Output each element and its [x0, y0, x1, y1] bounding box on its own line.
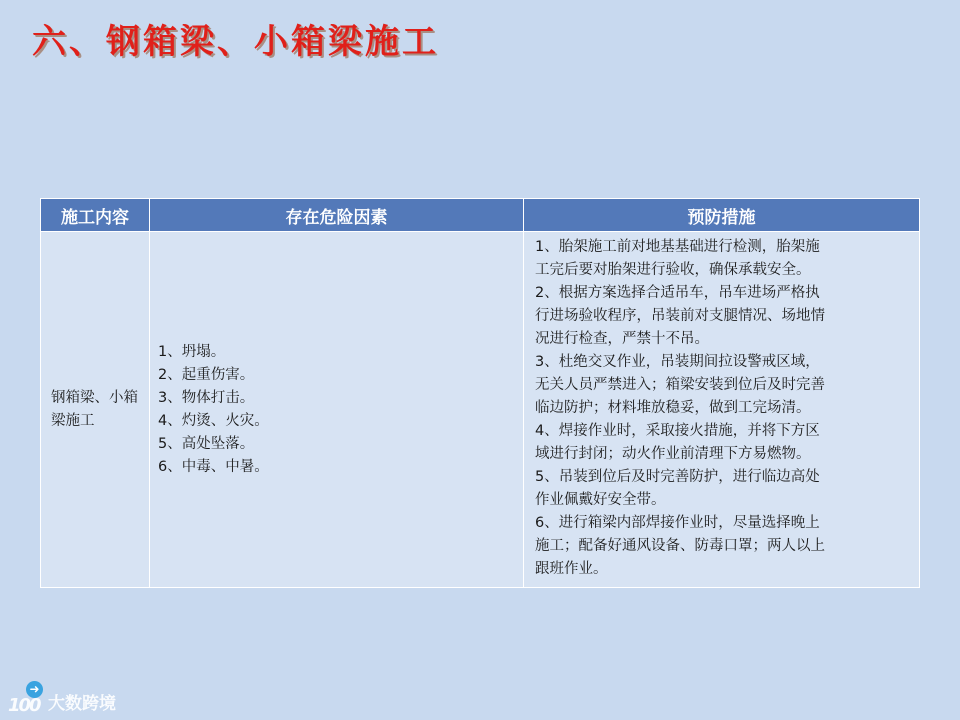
- header-hazard-factors: 存在危险因素: [150, 199, 524, 232]
- hazard-item: 4、灼烫、火灾。: [158, 412, 269, 429]
- hazard-item: 2、起重伤害。: [158, 366, 255, 383]
- watermark-number: 100: [8, 694, 40, 716]
- watermark-text: 大数跨境: [48, 694, 116, 714]
- measure-line: 1、胎架施工前对地基基础进行检测，胎架施: [535, 239, 820, 255]
- hazard-factors-cell: [150, 232, 524, 588]
- measure-line: 域进行封闭；动火作业前清理下方易燃物。: [535, 446, 811, 462]
- measure-line: 3、杜绝交叉作业，吊装期间拉设警戒区域，: [535, 354, 820, 370]
- header-construction-content: 施工内容: [41, 199, 150, 232]
- measure-line: 施工；配备好通风设备、防毒口罩；两人以上: [535, 538, 825, 554]
- hazard-item: 6、中毒、中暑。: [158, 458, 269, 475]
- measure-line: 行进场验收程序，吊装前对支腿情况、场地情: [535, 308, 825, 324]
- watermark: [8, 681, 116, 714]
- construction-content-cell: 钢箱梁、小箱梁施工: [41, 232, 150, 588]
- preventive-measures-cell: [524, 232, 920, 588]
- hazard-item: 3、物体打击。: [158, 389, 255, 406]
- hazard-table-container: [40, 198, 919, 588]
- watermark-logo: [8, 681, 46, 716]
- measure-line: 临边防护；材料堆放稳妥，做到工完场清。: [535, 400, 811, 416]
- measure-line: 4、焊接作业时，采取接火措施，并将下方区: [535, 423, 820, 439]
- hazard-item: 1、坍塌。: [158, 343, 226, 360]
- measure-line: 跟班作业。: [535, 561, 608, 577]
- hazard-item: 5、高处坠落。: [158, 435, 255, 452]
- table-header-row: [41, 199, 920, 232]
- arrow-right-icon: ➜: [26, 681, 43, 698]
- slide-title: 六、钢箱梁、小箱梁施工: [32, 22, 439, 62]
- table-row: [41, 232, 920, 588]
- measure-line: 作业佩戴好安全带。: [535, 492, 666, 508]
- measure-line: 2、根据方案选择合适吊车，吊车进场严格执: [535, 285, 820, 301]
- header-preventive-measures: 预防措施: [524, 199, 920, 232]
- measure-line: 无关人员严禁进入；箱梁安装到位后及时完善: [535, 377, 825, 393]
- measure-line: 5、吊装到位后及时完善防护，进行临边高处: [535, 469, 820, 485]
- hazard-table: [40, 198, 920, 588]
- measure-line: 6、进行箱梁内部焊接作业时，尽量选择晚上: [535, 515, 820, 531]
- measure-line: 况进行检查，严禁十不吊。: [535, 331, 709, 347]
- measure-line: 工完后要对胎架进行验收，确保承载安全。: [535, 262, 811, 278]
